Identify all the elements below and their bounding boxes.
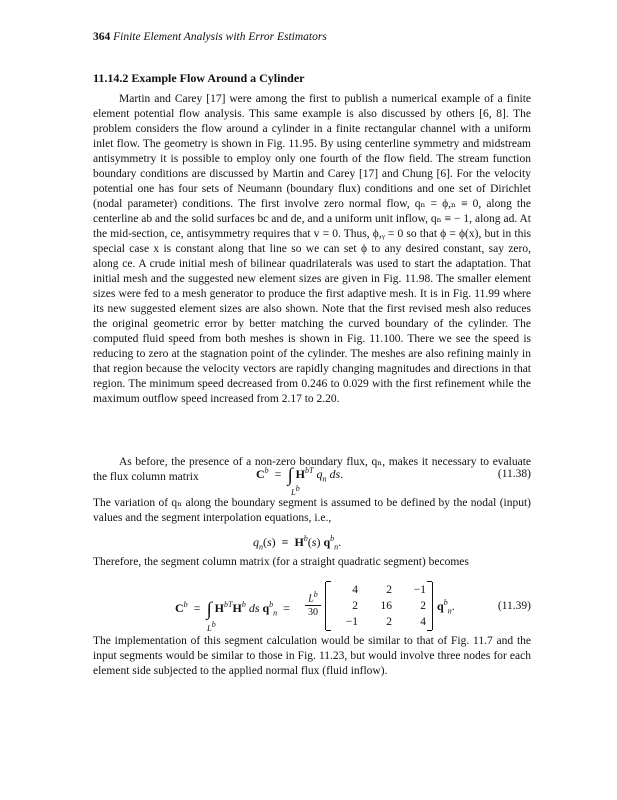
matrix-cell: 4 [420,616,426,628]
page-number: 364 [93,31,111,43]
section-heading: 11.14.2 Example Flow Around a Cylinder [93,71,305,85]
equation-11-39 [93,576,531,636]
matrix-cell: 2 [352,600,358,612]
paragraph-3: The variation of qₙ along the boundary segment is assumed to be defined by the nodal (input) values and the segment interpolation equations, i.e., [93,497,531,524]
equation-11-38-body: $C^b$ = ∫ $H^{bT}$ $q_n$ ds. [256,465,344,486]
matrix-cell: 4 [352,584,358,596]
equation-11-39-limit: $L^b$ [207,620,216,633]
book-title: Finite Element Analysis with Error Estimators [113,31,327,43]
equation-11-39-fraction: $L^b$ 30 [305,590,321,618]
equation-11-39-number: (11.39) [497,600,531,612]
equation-interpolation [93,520,531,550]
equation-11-39-rhs: $q^b_n$. [437,598,455,616]
matrix-cell: −1 [413,584,426,596]
matrix-cell: −1 [345,616,358,628]
equation-interpolation-body: $q_n(s) \equiv H^b(s)$ $q^b_n$. [253,534,342,552]
matrix-cell: 2 [386,616,392,628]
equation-11-38-limit: $L^b$ [291,484,300,497]
matrix-cell: 2 [386,584,392,596]
paragraph-2: As before, the presence of a non-zero boundary flux, qₙ, makes it necessary to evaluate the flux column matrix [93,456,531,483]
equation-11-38 [93,462,531,497]
equation-11-39-lhs: $C^b$ = ∫ $H^{bT}H^b$ ds $q^b_n$ = [175,599,290,620]
paragraph-4: Therefore, the segment column matrix (for a straight quadratic segment) becomes [93,556,469,568]
paragraph-5: The implementation of this segment calculation would be similar to that of Fig. 11.7 and the input segments would be similar to those in Fig. 11.23, but would involve three nodes for each element side subjected to the applied normal flux (fluid inflow). [93,635,531,677]
matrix-cell: 16 [380,600,392,612]
equation-11-39-matrix [325,582,433,630]
equation-11-38-number: (11.38) [497,468,531,480]
matrix-cell: 2 [420,600,426,612]
paragraph-1: Martin and Carey [17] were among the first to publish a numerical example of a finite element potential flow analysis. This same example is also discussed by others [6, 8]. The problem considers the flow around a cylinder in a finite rectangular channel with a uniform inlet flow. The geometry is shown in Fig. 11.95. By using centerline symmetry and midstream antisymmetry it is possible to employ only one fourth of the flow field. The stream function boundary conditions are discussed by Martin and Carey [17] and Chung [6]. For the velocity potential one has four sets of Neumann (boundary flux) conditions and one set of Dirichlet (nodal parameter) conditions. The first involve zero normal flow, qₙ = ϕ,ₙ ≡ 0, along the centerline ab and the solid surfaces bc and de, and a uniform unit inflow, qₙ ≡ − 1, along ad. At the mid-section, ce, antisymmetry requires that v = 0. Thus, ϕ,ᵧ = 0 so that ϕ = ϕ(x), but in this special case x is constant along that line so we can set ϕ to any desired constant, say zero, along ce. A crude initial mesh of bilinear quadrilaterals was used to start the adaptation. That initial mesh and the suggested new element sizes are given in Fig. 11.98. The smaller element sizes were fed to a mesh generator to produce the first adaptive mesh. It is in Fig. 11.99 where its new suggested element sizes are also shown. Note that the first revised mesh also reduces the original geometric error by better matching the curved boundary of the cylinder. The computed fluid speed from both meshes is shown in Fig. 11.100. There we see the speed is reducing to zero at the stagnation point of the cylinder. The meshes are also refining mainly in that region because the velocity vectors are rapidly changing magnitudes and directions in that region. The minimum speed decreased from 0.246 to 0.029 with the first refinement while the maximum outflow speed increased from 2.17 to 2.20. [93,93,531,405]
running-head [93,31,327,43]
